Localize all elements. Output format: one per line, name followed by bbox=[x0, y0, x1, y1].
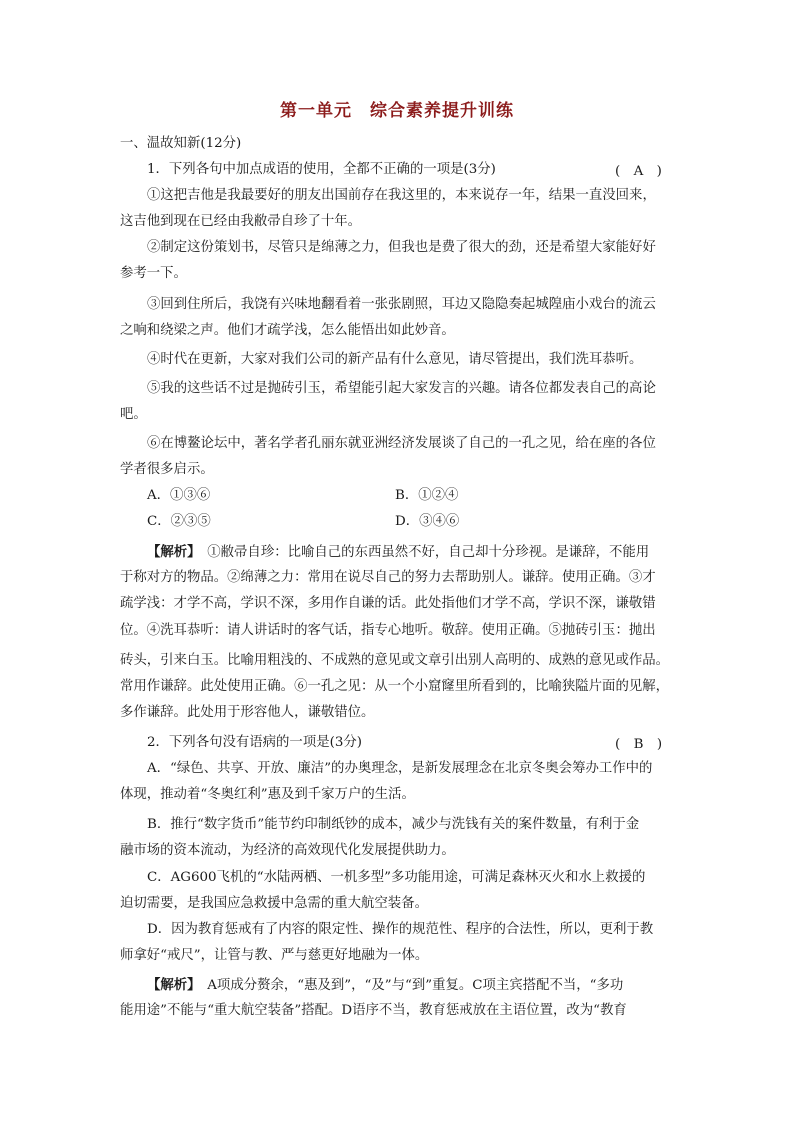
q1-sentence-1-line-1: ①这把吉他是我最要好的朋友出国前存在我这里的，本来说存一年，结果一直没回来， bbox=[147, 188, 656, 203]
q1-sentence-2-line-1: ②制定这份策划书，尽管只是绵薄之力，但我也是费了很大的劲，还是希望大家能好好 bbox=[147, 240, 656, 255]
question-1-answer: ( A ) bbox=[615, 164, 662, 179]
q2-option-d-line-1: D．因为教育惩戒有了内容的限定性、操作的规范性、程序的合法性，所以，更利于教 bbox=[147, 922, 654, 937]
q1-sentence-4: ④时代在更新，大家对我们公司的新产品有什么意见，请尽管提出，我们洗耳恭听。 bbox=[147, 352, 643, 367]
q2-option-a-line-1: A．“绿色、共享、开放、廉洁”的办奥理念，是新发展理念在北京冬奥会筹办工作中的 bbox=[147, 761, 653, 776]
q2-option-b-line-2: 融市场的资本流动，为经济的高效现代化发展提供助力。 bbox=[120, 843, 455, 858]
q1-sentence-6-line-2: 学者很多启示。 bbox=[120, 462, 214, 477]
q1-sentence-5-line-1: ⑤我的这些话不过是抛砖引玉，希望能引起大家发言的兴趣。请各位都发表自己的高论 bbox=[147, 381, 656, 396]
q1-analysis-line-7: 多作谦辞。此处用于形容他人，谦敬错位。 bbox=[120, 705, 375, 720]
q1-analysis-line-2: 于称对方的物品。②绵薄之力：常用在说尽自己的努力去帮助别人。谦辞。使用正确。③才 bbox=[120, 570, 656, 585]
q1-sentence-6-line-1: ⑥在博鳌论坛中，著名学者孔丽东就亚洲经济发展谈了自己的一孔之见，给在座的各位 bbox=[147, 436, 656, 451]
q2-analysis-label: 【解析】 bbox=[147, 977, 194, 993]
q2-analysis-line-1 bbox=[147, 975, 623, 996]
q1-sentence-5-line-2: 吧。 bbox=[120, 407, 147, 422]
question-2-stem: 2．下列各句没有语病的一项是(3分) bbox=[147, 735, 362, 750]
q1-analysis-line-6: 常用作谦辞。此处使用正确。⑥一孔之见：从一个小窟窿里所看到的，比喻狭隘片面的见解， bbox=[120, 679, 670, 694]
q1-analysis-label: 【解析】 bbox=[147, 544, 194, 560]
q2-option-b-line-1: B．推行“数字货币”能节约印制纸钞的成本，减少与洗钱有关的案件数量，有利于金 bbox=[147, 817, 640, 832]
q1-option-c: C．②③⑤ bbox=[147, 514, 211, 529]
q1-analysis-text-1: ①敝帚自珍：比喻自己的东西虽然不好，自己却十分珍视。是谦辞，不能用 bbox=[193, 545, 650, 560]
q2-option-d-line-2: 师拿好“戒尺”，让管与教、严与慈更好地融为一体。 bbox=[120, 948, 429, 963]
q1-sentence-3-line-2: 之响和绕梁之声。他们才疏学浅，怎么能悟出如此妙音。 bbox=[120, 323, 455, 338]
q1-sentence-2-line-2: 参考一下。 bbox=[120, 266, 187, 281]
q2-analysis-line-2: 能用途”不能与“重大航空装备”搭配。D语序不当，教育惩戒放在主语位置，改为“教育 bbox=[120, 1003, 627, 1018]
q1-analysis-line-4: 位。④洗耳恭听：请人讲话时的客气话，指专心地听。敬辞。使用正确。⑤抛砖引玉：抛出 bbox=[120, 623, 656, 638]
q1-analysis-line-1 bbox=[147, 542, 649, 563]
q2-option-a-line-2: 体现，推动着“冬奥红利”惠及到千家万户的生活。 bbox=[120, 787, 415, 802]
section-heading: 一、温故知新(12分) bbox=[120, 136, 242, 151]
q2-option-c-line-1: C．AG600飞机的“水陆两栖、一机多型”多功能用途，可满足森林灭火和水上救援的 bbox=[147, 870, 646, 885]
q1-option-a: A．①③⑥ bbox=[147, 488, 211, 503]
page-title: 第一单元 综合素养提升训练 bbox=[280, 101, 514, 121]
question-1-stem: 1．下列各句中加点成语的使用，全都不正确的一项是(3分) bbox=[147, 162, 496, 177]
q1-analysis-line-3: 疏学浅：才学不高，学识不深，多用作自谦的话。此处指他们才学不高，学识不深，谦敬错 bbox=[120, 596, 656, 611]
q1-option-b: B．①②④ bbox=[395, 488, 459, 503]
q1-sentence-3-line-1: ③回到住所后，我饶有兴味地翻看着一张张剧照，耳边又隐隐奏起城隍庙小戏台的流云 bbox=[147, 297, 656, 312]
q1-sentence-1-line-2: 这吉他到现在已经由我敝帚自珍了十年。 bbox=[120, 214, 362, 229]
q1-analysis-line-5: 砖头，引来白玉。比喻用粗浅的、不成熟的意见或文章引出别人高明的、成熟的意见或作品。 bbox=[120, 653, 670, 668]
q2-option-c-line-2: 迫切需要，是我国应急救援中急需的重大航空装备。 bbox=[120, 896, 428, 911]
question-2-answer: ( B ) bbox=[615, 737, 663, 752]
q1-option-d: D．③④⑥ bbox=[395, 514, 460, 529]
q2-analysis-text-1: A项成分赘余，“惠及到”，“及”与“到”重复。C项主宾搭配不当，“多功 bbox=[193, 978, 624, 993]
